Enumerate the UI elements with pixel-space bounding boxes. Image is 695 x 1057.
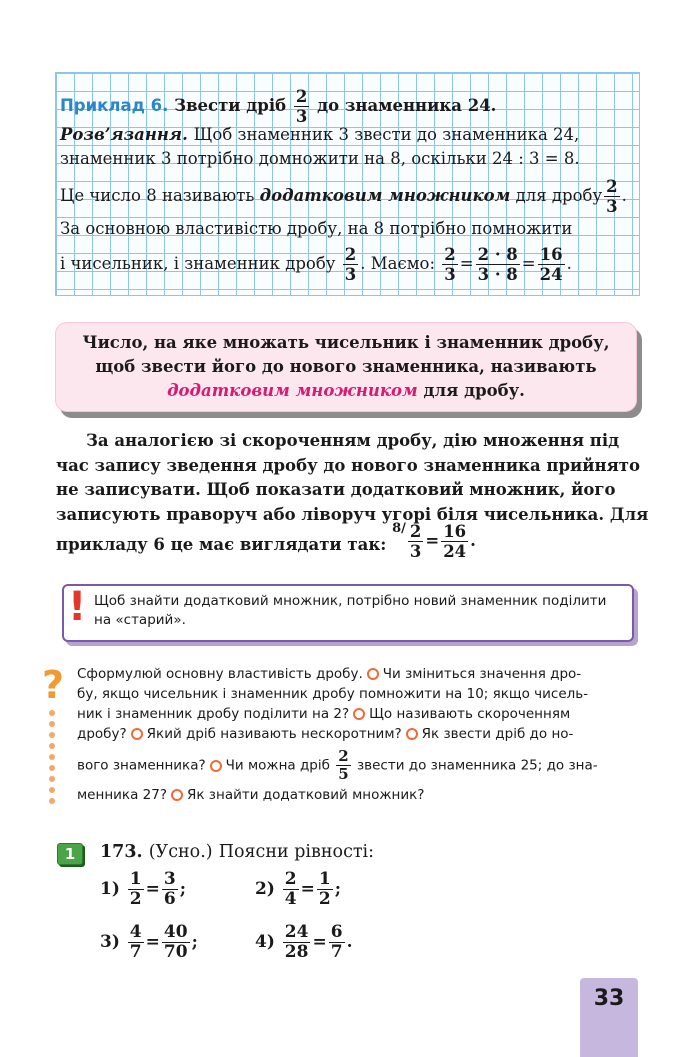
example-title: Приклад 6. bbox=[60, 96, 169, 115]
solution-line-2: знаменник 3 потрібно домножити на 8, оскільки 24 : 3 = 8. bbox=[60, 149, 580, 168]
solution-label: Розв’язання. bbox=[60, 125, 188, 144]
definition-term: додатковим множником bbox=[167, 381, 418, 400]
bullet-circle-icon bbox=[131, 728, 143, 740]
exercise-item: 4) $\frac{24}{28}$ = $\frac{6}{7}$ . bbox=[255, 922, 353, 962]
fraction: $\frac{1}{2}$ bbox=[129, 869, 142, 909]
bullet-circle-icon bbox=[210, 760, 222, 772]
fraction: $\frac{16}{24}$ bbox=[539, 245, 563, 284]
dotted-decoration bbox=[49, 710, 57, 809]
solution-line-3: Це число 8 називають додатковим множником для дробу $\frac{2}{3}$ . bbox=[60, 177, 627, 216]
example-box bbox=[55, 72, 640, 296]
bullet-circle-icon bbox=[367, 668, 379, 680]
rule-note-text: Щоб знайти додатковий множник, потрібно новий знаменник поділити на «старий». bbox=[94, 593, 607, 628]
fraction: $\frac{24}{28}$ bbox=[284, 922, 309, 962]
fraction: $\frac{2 \cdot 8}{3 \cdot 8}$ bbox=[477, 245, 518, 284]
fraction: $\frac{3}{6}$ bbox=[163, 869, 176, 909]
fraction: $\frac{2}{3}$ bbox=[444, 245, 456, 284]
fraction: $\frac{2}{5}$ bbox=[338, 747, 349, 783]
fraction: $\frac{1}{2}$ bbox=[318, 869, 331, 909]
definition-line-1: Число, на яке множать чисельник і знаменник дробу, bbox=[82, 333, 610, 352]
definition-line-2: щоб звести його до нового знаменника, називають bbox=[95, 357, 597, 376]
exclamation-icon: ! bbox=[68, 584, 87, 630]
fraction: $\frac{16}{24}$ bbox=[443, 522, 467, 561]
page-number: 33 bbox=[593, 986, 625, 1011]
bullet-circle-icon bbox=[353, 708, 365, 720]
fraction: $\frac{2}{3}$ bbox=[295, 87, 308, 126]
exercise-number: 173. bbox=[100, 842, 143, 862]
rule-note-box bbox=[62, 584, 634, 642]
definition-box: Число, на яке множать чисельник і знаменник дробу, щоб звести його до нового знаменника, називають додатковим множником для дробу. bbox=[55, 322, 637, 412]
additional-multiplier-superscript: 8/ bbox=[392, 521, 406, 536]
question-icon: ? bbox=[42, 663, 65, 707]
example-task-line: Приклад 6. Звести дріб $\frac{2}{3}$ до знаменника 24. bbox=[60, 87, 497, 126]
difficulty-level-badge: 1 bbox=[57, 843, 83, 865]
term-additional-multiplier: додатковим множником bbox=[259, 186, 511, 205]
solution-line-4: За основною властивістю дробу, на 8 потрібно помножити bbox=[60, 219, 573, 238]
exercise-header: 173. (Усно.) Поясни рівності: bbox=[100, 842, 375, 862]
solution-line-1: Розв’язання. Щоб знаменник 3 звести до знаменника 24, bbox=[60, 125, 580, 144]
fraction: $\frac{2}{3}$ bbox=[606, 177, 618, 216]
exercise-item: 1) $\frac{1}{2}$ = $\frac{3}{6}$ ; bbox=[100, 869, 187, 909]
paragraph-example-line: прикладу 6 це має виглядати так: $^{8/}$ $\frac{2}{3}$ = $\frac{16}{24}$ . bbox=[56, 521, 476, 561]
bullet-circle-icon bbox=[406, 728, 418, 740]
fraction: $\frac{2}{4}$ bbox=[284, 869, 297, 909]
fraction: $\frac{40}{70}$ bbox=[163, 922, 188, 962]
fraction: $\frac{2}{3}$ bbox=[344, 245, 357, 284]
explanation-paragraph: За аналогією зі скороченням дробу, дію множення під час запису зведення дробу до нового знаменника прийнято не записувати. Щоб показати додатковий множник, його записують праворуч або ліворуч угорі біля чисельника. Для bbox=[56, 431, 649, 524]
fraction: $\frac{4}{7}$ bbox=[129, 922, 142, 962]
fraction: $\frac{6}{7}$ bbox=[330, 922, 343, 962]
solution-line-5: і чисельник, і знаменник дробу $\frac{2}{3}$ . Маємо: $\frac{2}{3}$ = $\frac{2 \cdot 8}{3 \cdot 8}$ = $\frac{16}{24}$ . bbox=[60, 245, 572, 284]
page-number-tab bbox=[580, 978, 638, 1057]
review-questions: Сформулюй основну властивість дробу. Чи зміниться значення дро- бу, якщо чисельник і знаменник дробу помножити на 10; якщо чисель- ник і знаменник дробу поділити на 2? Що називають скороченням дробу? Який дріб називають нескоротним? Як звести дріб до но- вого знаменника? Чи можна дріб $\frac{2}{5}$ звести до знаменника 25; до зна- менника 27? Як знайти додатковий множник? bbox=[77, 666, 598, 803]
fraction: $\frac{2}{3}$ bbox=[409, 522, 422, 561]
exercise-item: 2) $\frac{2}{4}$ = $\frac{1}{2}$ ; bbox=[255, 869, 342, 909]
exercise-item: 3) $\frac{4}{7}$ = $\frac{40}{70}$ ; bbox=[100, 922, 198, 962]
bullet-circle-icon bbox=[171, 789, 183, 801]
